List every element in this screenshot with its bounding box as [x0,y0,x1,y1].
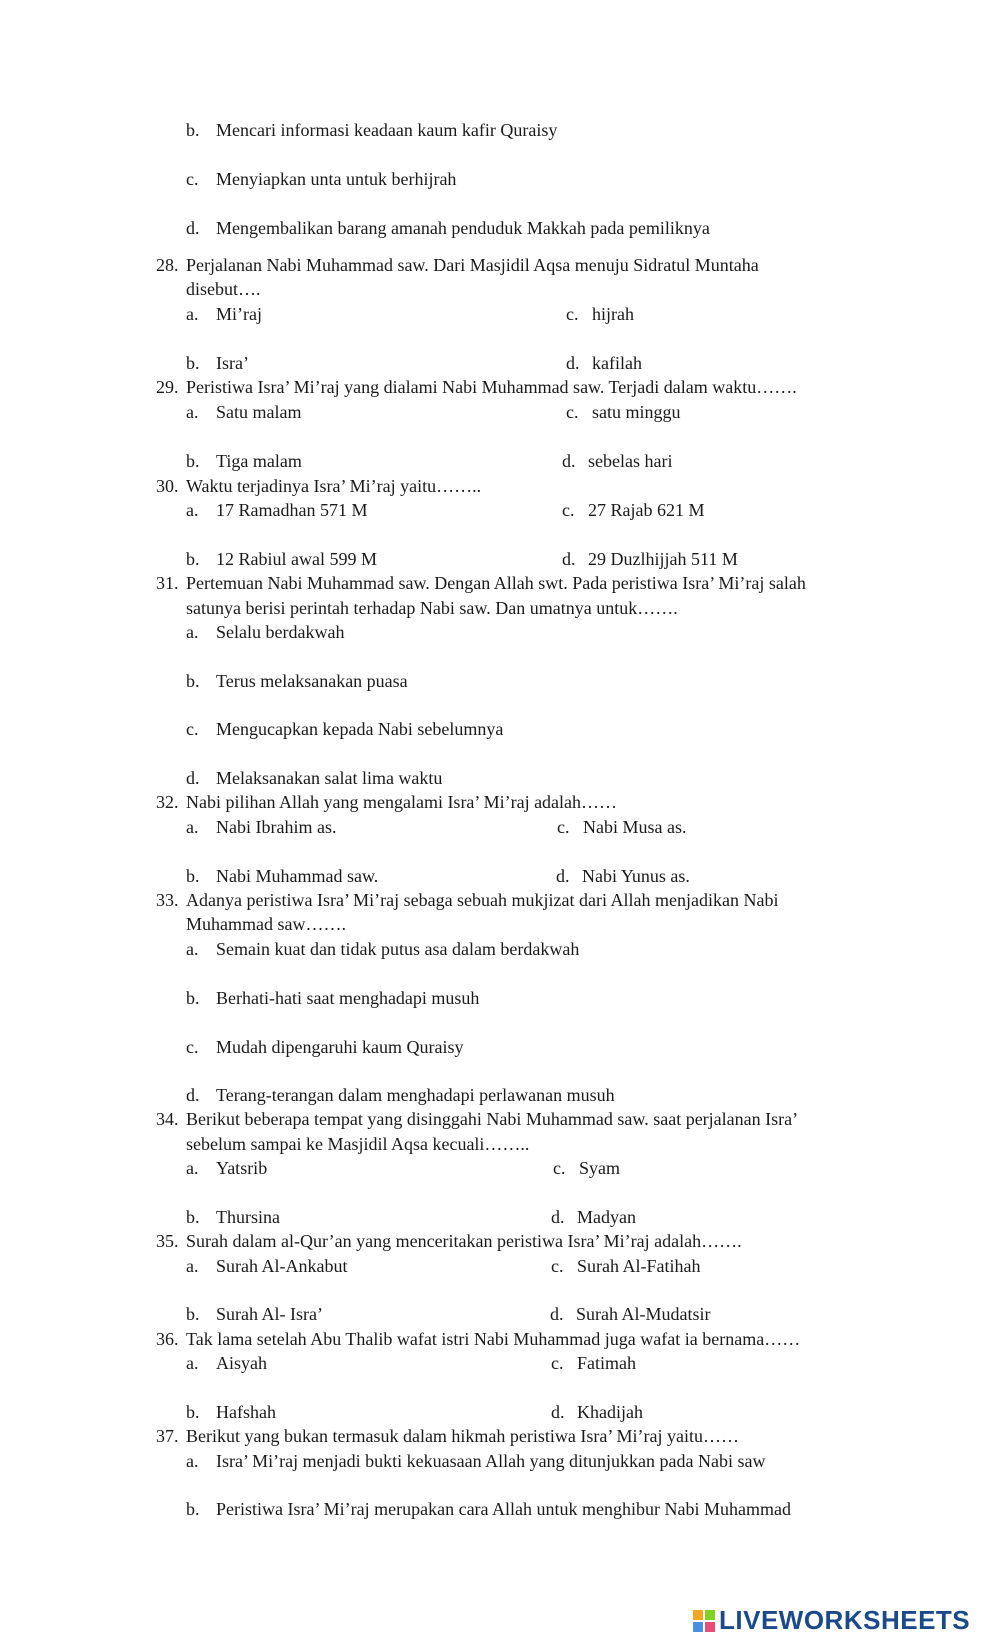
option-label: a. [186,622,199,642]
option-text: Nabi Yunus as. [582,866,690,886]
option-label: b. [186,866,200,886]
question-28-text-line1: Perjalanan Nabi Muhammad saw. Dari Masjidil Aqsa menuju Sidratul Muntaha [186,255,759,275]
option-label: c. [551,1353,564,1373]
question-31-text-line1: Pertemuan Nabi Muhammad saw. Dengan Allah swt. Pada peristiwa Isra’ Mi’raj salah [186,573,806,593]
option-text: Mi’raj [216,304,262,324]
question-33-number: 33. [156,890,179,910]
option-text: Syam [579,1158,621,1178]
option-text: Yatsrib [216,1158,268,1178]
option-32-a[interactable] [186,816,336,838]
option-text: sebelas hari [588,451,673,471]
option-label: b. [186,1499,200,1519]
option-36-c[interactable] [551,1352,636,1374]
question-34-number: 34. [156,1109,179,1129]
question-32-number: 32. [156,792,179,812]
option-30-b[interactable] [186,548,377,570]
question-30-text-line1: Waktu terjadinya Isra’ Mi’raj yaitu…….. [186,476,482,496]
question-36-text-line1: Tak lama setelah Abu Thalib wafat istri Nabi Muhammad juga wafat ia bernama…… [186,1329,801,1349]
question-28-text-line2: disebut…. [186,279,261,299]
question-34-text-line2: sebelum sampai ke Masjidil Aqsa kecuali…….. [186,1134,530,1154]
option-text: Satu malam [216,402,302,422]
option-36-b[interactable] [186,1401,276,1423]
option-text: Peristiwa Isra’ Mi’raj merupakan cara Allah untuk menghibur Nabi Muhammad [216,1499,791,1519]
question-35-number: 35. [156,1231,179,1251]
option-37-a[interactable] [186,1450,766,1472]
option-text: Surah Al-Fatihah [577,1256,701,1276]
question-30-number: 30. [156,476,179,496]
option-29-a[interactable] [186,401,301,423]
option-label: b. [186,353,200,373]
option-label: b. [186,1304,200,1324]
question-31-text-line2: satunya berisi perintah terhadap Nabi saw. Dan umatnya untuk……. [186,598,678,618]
question-34-text-line1: Berikut beberapa tempat yang disinggahi Nabi Muhammad saw. saat perjalanan Isra’ [186,1109,799,1129]
option-text: Tiga malam [216,451,302,471]
question-36-number: 36. [156,1329,179,1349]
option-30-d[interactable] [562,548,738,570]
option-label: d. [562,451,576,471]
option-text: 29 Duzlhijjah 511 M [588,549,738,569]
logo-square-icon [705,1610,715,1620]
option-text: satu minggu [592,402,681,422]
option-32-d[interactable] [556,865,690,887]
option-text: Surah Al- Isra’ [216,1304,323,1324]
option-35-c[interactable] [551,1255,701,1277]
option-31-d[interactable] [186,767,442,789]
option-label: a. [186,500,199,520]
option-label: c. [186,169,199,189]
option-label: c. [553,1158,566,1178]
question-29-text-line1: Peristiwa Isra’ Mi’raj yang dialami Nabi Muhammad saw. Terjadi dalam waktu……. [186,377,797,397]
option-28-c[interactable] [566,303,634,325]
option-label: a. [186,1158,199,1178]
option-label: a. [186,1256,199,1276]
option-label: d. [186,1085,200,1105]
option-label: b. [186,1207,200,1227]
logo-square-icon [705,1622,715,1632]
option-label: c. [562,500,575,520]
option-36-d[interactable] [551,1401,643,1423]
option-28-b[interactable] [186,352,249,374]
option-35-a[interactable] [186,1255,347,1277]
option-30-c[interactable] [562,499,705,521]
question-32-text-line1: Nabi pilihan Allah yang mengalami Isra’ Mi’raj adalah…… [186,792,618,812]
option-28-d[interactable] [566,352,642,374]
option-label: d. [566,353,580,373]
option-text: hijrah [592,304,634,324]
option-text: Terang-terangan dalam menghadapi perlawanan musuh [216,1085,615,1105]
option-text: 27 Rajab 621 M [588,500,705,520]
option-30-a[interactable] [186,499,367,521]
option-label: b. [186,988,200,1008]
option-text: Melaksanakan salat lima waktu [216,768,443,788]
option-label: d. [551,1207,565,1227]
logo-square-icon [693,1610,703,1620]
option-36-a[interactable] [186,1352,267,1374]
option-text: Mengembalikan barang amanah penduduk Makkah pada pemiliknya [216,218,710,238]
option-27-d[interactable] [186,217,710,239]
option-label: b. [186,1402,200,1422]
option-text: Surah Al-Mudatsir [576,1304,711,1324]
option-29-b[interactable] [186,450,302,472]
option-label: b. [186,549,200,569]
liveworksheets-logo [693,1605,970,1636]
option-text: Madyan [577,1207,636,1227]
question-33-text-line1: Adanya peristiwa Isra’ Mi’raj sebaga sebuah mukjizat dari Allah menjadikan Nabi [186,890,779,910]
option-text: 17 Ramadhan 571 M [216,500,368,520]
option-label: c. [566,304,579,324]
logo-mark-icon [693,1610,715,1632]
option-28-a[interactable] [186,303,262,325]
option-text: Aisyah [216,1353,267,1373]
option-label: b. [186,120,200,140]
option-label: c. [557,817,570,837]
option-text: Mengucapkan kepada Nabi sebelumnya [216,719,504,739]
option-34-d[interactable] [551,1206,636,1228]
option-label: d. [550,1304,564,1324]
option-text: Menyiapkan unta untuk berhijrah [216,169,457,189]
option-text: Semain kuat dan tidak putus asa dalam berdakwah [216,939,580,959]
option-label: a. [186,1451,199,1471]
option-text: Terus melaksanakan puasa [216,671,408,691]
option-label: b. [186,671,200,691]
option-text: Surah Al-Ankabut [216,1256,348,1276]
option-33-d[interactable] [186,1084,615,1106]
option-32-c[interactable] [557,816,686,838]
option-label: c. [551,1256,564,1276]
option-29-d[interactable] [562,450,672,472]
option-label: d. [556,866,570,886]
option-text: Isra’ Mi’raj menjadi bukti kekuasaan Allah yang ditunjukkan pada Nabi saw [216,1451,766,1471]
logo-text: LIVEWORKSHEETS [719,1605,971,1635]
option-text: Selalu berdakwah [216,622,345,642]
option-35-d[interactable] [550,1303,711,1325]
option-label: d. [186,768,200,788]
option-label: a. [186,304,199,324]
option-31-b[interactable] [186,670,408,692]
question-33-text-line2: Muhammad saw……. [186,914,346,934]
question-28-number: 28. [156,255,179,275]
option-text: Hafshah [216,1402,276,1422]
option-32-b[interactable] [186,865,378,887]
option-text: Nabi Muhammad saw. [216,866,379,886]
option-34-c[interactable] [553,1157,620,1179]
option-text: Mudah dipengaruhi kaum Quraisy [216,1037,464,1057]
option-text: Fatimah [577,1353,636,1373]
option-text: Berhati-hati saat menghadapi musuh [216,988,480,1008]
question-35-text-line1: Surah dalam al-Qur’an yang menceritakan peristiwa Isra’ Mi’raj adalah……. [186,1231,742,1251]
question-31-number: 31. [156,573,179,593]
question-29-number: 29. [156,377,179,397]
option-label: d. [551,1402,565,1422]
option-37-b[interactable] [186,1498,791,1520]
option-label: a. [186,402,199,422]
option-text: Nabi Musa as. [583,817,687,837]
option-label: a. [186,817,199,837]
option-text: Nabi Ibrahim as. [216,817,337,837]
option-label: c. [186,1037,199,1057]
option-text: Isra’ [216,353,249,373]
option-27-c[interactable] [186,168,456,190]
option-29-c[interactable] [566,401,681,423]
option-text: kafilah [592,353,642,373]
option-33-c[interactable] [186,1036,463,1058]
question-37-number: 37. [156,1426,179,1446]
option-label: d. [186,218,200,238]
logo-square-icon [693,1622,703,1632]
question-37-text-line1: Berikut yang bukan termasuk dalam hikmah peristiwa Isra’ Mi’raj yaitu…… [186,1426,740,1446]
option-label: a. [186,939,199,959]
option-label: d. [562,549,576,569]
option-33-a[interactable] [186,938,579,960]
option-34-a[interactable] [186,1157,267,1179]
option-31-a[interactable] [186,621,344,643]
option-label: b. [186,451,200,471]
option-label: a. [186,1353,199,1373]
option-27-b[interactable] [186,119,557,141]
option-33-b[interactable] [186,987,479,1009]
option-label: c. [186,719,199,739]
option-label: c. [566,402,579,422]
option-text: Khadijah [577,1402,643,1422]
option-text: 12 Rabiul awal 599 M [216,549,377,569]
option-31-c[interactable] [186,718,503,740]
option-34-b[interactable] [186,1206,280,1228]
option-35-b[interactable] [186,1303,323,1325]
option-text: Thursina [216,1207,280,1227]
option-text: Mencari informasi keadaan kaum kafir Quraisy [216,120,558,140]
